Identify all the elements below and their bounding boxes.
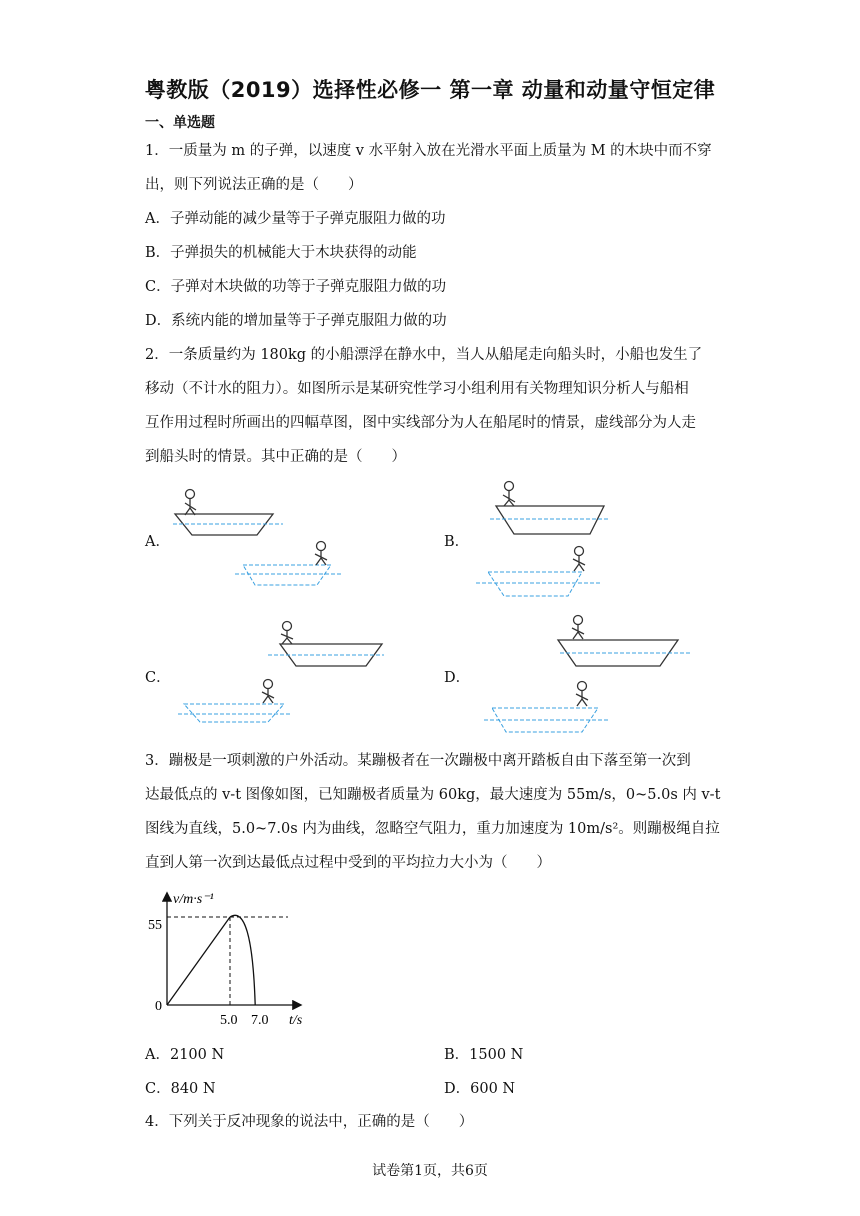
q1-line2: 出，则下列说法正确的是（ ） [145,177,363,193]
q1-option-b[interactable]: B．子弹损失的机械能大于木块获得的动能 [145,245,417,261]
origin-label: 0 [155,999,162,1014]
q1-option-a[interactable]: A．子弹动能的减少量等于子弹克服阻力做的功 [145,211,446,227]
q3-line4: 直到人第一次到达最低点过程中受到的平均拉力大小为（ ） [145,855,551,871]
vt-graph [148,886,318,1031]
q3-option-c[interactable]: C．840 N [145,1081,216,1097]
q1-option-d[interactable]: D．系统内能的增加量等于子弹克服阻力做的功 [145,313,447,329]
boat-figure-d [470,612,760,737]
page-footer: 试卷第1页，共6页 [372,1163,488,1179]
q3-option-d[interactable]: D．600 N [444,1081,516,1097]
page-title: 粤教版（2019）选择性必修一 第一章 动量和动量守恒定律 [144,78,716,102]
y-tick-55: 55 [148,918,162,933]
q1-line1: 1．一质量为 m 的子弹，以速度 v 水平射入放在光滑水平面上质量为 M 的木块中而不穿 [145,143,712,159]
boat-figure-b [470,476,760,601]
series-curve [230,915,255,1005]
q3-line1: 3．蹦极是一项刺激的户外活动。某蹦极者在一次蹦极中离开踏板自由下落至第一次到 [145,753,691,769]
y-axis-label: v/m·s⁻¹ [173,892,214,907]
q3-option-b[interactable]: B．1500 N [444,1047,524,1063]
q1-option-c[interactable]: C．子弹对木块做的功等于子弹克服阻力做的功 [145,279,447,295]
q2-option-c[interactable]: C． [145,670,171,686]
q3-option-a[interactable]: A．2100 N [145,1047,225,1063]
x-tick-5: 5.0 [220,1013,238,1028]
q2-line3: 互作用过程时所画出的四幅草图，图中实线部分为人在船尾时的情景，虚线部分为人走 [145,415,696,431]
section-heading: 一、单选题 [145,115,215,131]
series-linear [167,917,230,1005]
q3-line3: 图线为直线，5.0~7.0s 内为曲线，忽略空气阻力，重力加速度为 10m/s²。则蹦极绳自拉 [145,821,720,837]
x-tick-7: 7.0 [251,1013,269,1028]
q2-line4: 到船头时的情景。其中正确的是（ ） [145,449,406,465]
q2-option-b[interactable]: B． [444,534,470,550]
q4-line1: 4．下列关于反冲现象的说法中，正确的是（ ） [145,1114,474,1130]
boat-figure-a [165,478,455,603]
q3-line2: 达最低点的 v-t 图像如图，已知蹦极者质量为 60kg，最大速度为 55m/s，0~5.0s 内 v-t [145,787,721,803]
boat-figure-c [170,616,460,734]
q2-option-d[interactable]: D． [444,670,471,686]
q2-line1: 2．一条质量约为 180kg 的小船漂浮在静水中，当人从船尾走向船头时，小船也发生了 [145,347,703,363]
q2-line2: 移动（不计水的阻力）。如图所示是某研究性学习小组利用有关物理知识分析人与船相 [145,381,689,397]
q2-option-a[interactable]: A． [145,534,170,550]
x-axis-label: t/s [289,1013,303,1028]
